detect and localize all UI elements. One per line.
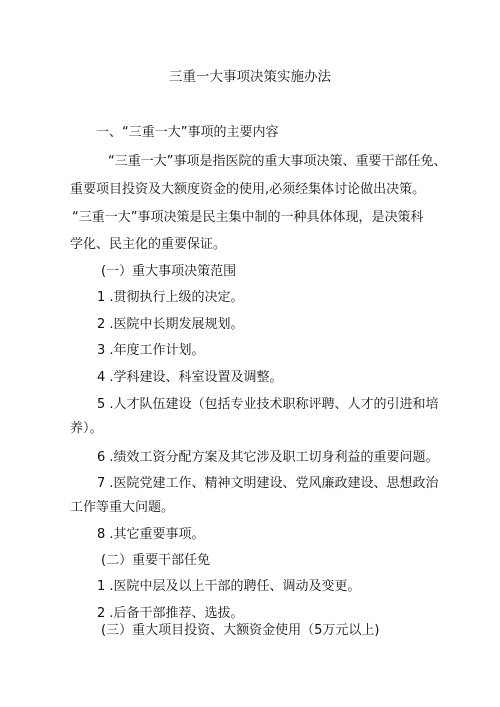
list-item: 4 .学科建设、科室设置及调整。 bbox=[97, 370, 283, 385]
list-item-continuation: 养）。 bbox=[70, 421, 103, 436]
para1-line1: “三重一大”事项是指医院的重大事项决策、重要干部任免、 bbox=[108, 154, 447, 169]
list-item: 3 .年度工作计划。 bbox=[97, 343, 205, 358]
list-item: 2 .医院中长期发展规划。 bbox=[97, 317, 244, 332]
section1-heading: 一、“三重一大”事项的主要内容 bbox=[96, 125, 279, 140]
list-item: 2 .后备干部推荐、选拔。 bbox=[97, 606, 244, 621]
list-item: 1 .贯彻执行上级的决定。 bbox=[97, 290, 244, 305]
para2-line2: 学化、民主化的重要保证。 bbox=[70, 237, 227, 252]
list-item: 7 .医院党建工作、精神文明建设、党风廉政建设、思想政治 bbox=[97, 476, 439, 491]
list-item: 6 .绩效工资分配方案及其它涉及职工切身利益的重要问题。 bbox=[97, 450, 439, 465]
sub3-heading: (三）重大项目投资、大额资金使用（5万元以上) bbox=[101, 623, 380, 638]
list-item: 8 .其它重要事项。 bbox=[97, 527, 205, 542]
list-item: 5 .人才队伍建设（包括专业技术职称评聘、人才的引进和培 bbox=[97, 397, 439, 412]
document-title: 三重一大事项决策实施办法 bbox=[169, 69, 331, 85]
sub1-heading: (一）重大事项决策范围 bbox=[101, 264, 237, 279]
para1-line2: 重要项目投资及大额度资金的使用,必须经集体讨论做出决策。 bbox=[70, 182, 426, 197]
list-item-continuation: 工作等重大问题。 bbox=[70, 500, 175, 515]
sub2-heading: (二）重要干部任免 bbox=[101, 553, 211, 568]
para2-line1: “三重一大”事项决策是民主集中制的一种具体体现，是决策科 bbox=[72, 210, 424, 225]
list-item: 1 .医院中层及以上干部的聘任、调动及变更。 bbox=[97, 579, 361, 594]
